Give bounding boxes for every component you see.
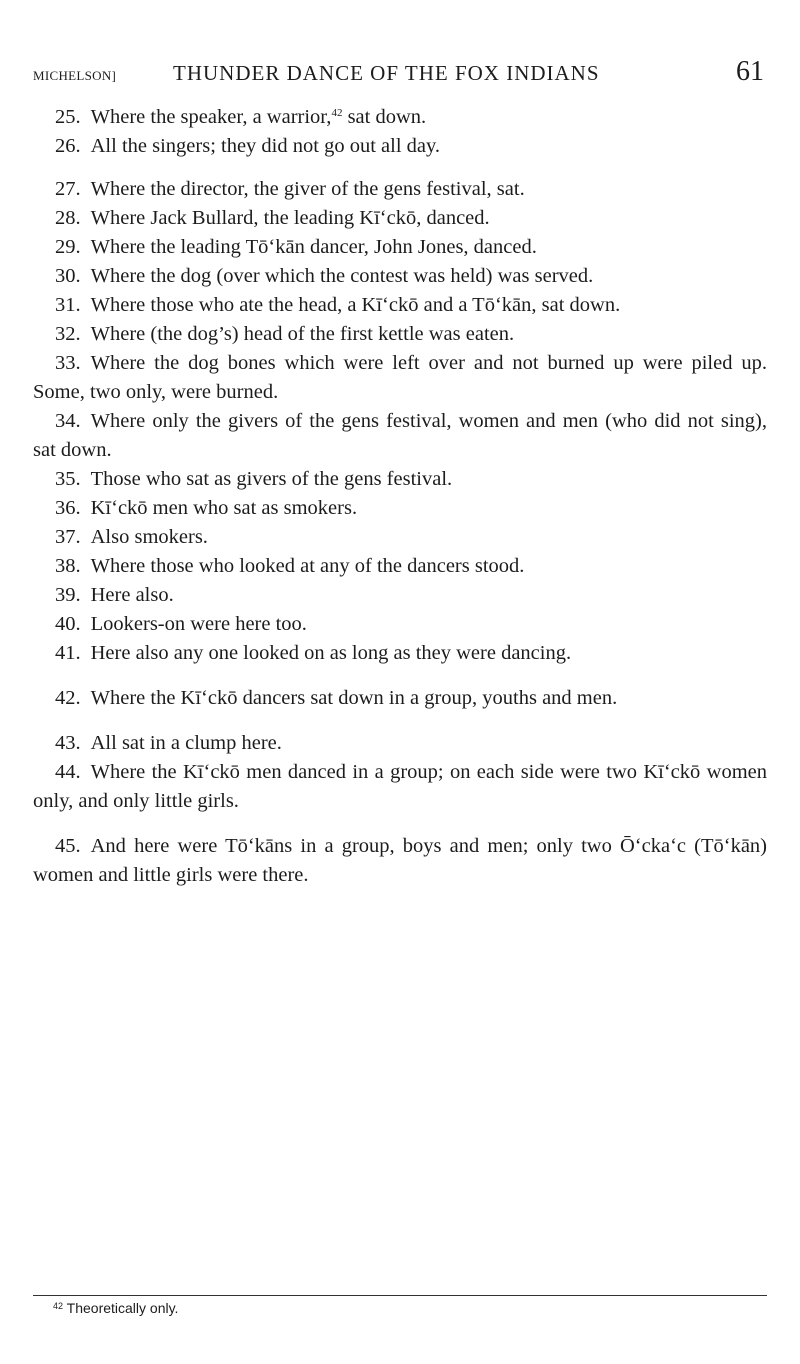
list-item: 45. And here were Tōʻkāns in a group, boys and men; only two Ōʻckaʻc (Tōʻkān) women and little girls were there. — [33, 835, 767, 886]
list-item: 32. Where (the dog’s) head of the first kettle was eaten. — [55, 323, 515, 345]
page-number: 61 — [736, 56, 764, 87]
list-item: 44. Where the Kīʻckō men danced in a group; on each side were two Kīʻckō women only, and only little girls. — [33, 761, 767, 812]
footnote-divider — [33, 1295, 767, 1296]
list-item: 27. Where the director, the giver of the gens festival, sat. — [55, 178, 525, 200]
list-item: 31. Where those who ate the head, a Kīʻckō and a Tōʻkān, sat down. — [55, 294, 621, 316]
footnote — [53, 1300, 178, 1316]
list-item: 29. Where the leading Tōʻkān dancer, John Jones, danced. — [55, 236, 537, 258]
list-item: 40. Lookers-on were here too. — [55, 613, 307, 635]
running-head — [33, 56, 764, 96]
footnote-text: Theoretically only. — [66, 1300, 179, 1316]
list-item: 35. Those who sat as givers of the gens festival. — [55, 468, 453, 490]
footnote-mark: 42 — [53, 1301, 64, 1311]
body-text — [33, 103, 767, 890]
list-item: 43. All sat in a clump here. — [55, 732, 282, 754]
list-item: 39. Here also. — [55, 584, 174, 606]
footnote-reference: 42 — [331, 107, 343, 119]
list-item: 30. Where the dog (over which the contest was held) was served. — [55, 265, 594, 287]
list-item: 28. Where Jack Bullard, the leading Kīʻckō, danced. — [55, 207, 490, 229]
list-item: 25. Where the speaker, a warrior,$^{42}$ sat down. — [55, 106, 427, 128]
list-item: 33. Where the dog bones which were left over and not burned up were piled up. Some, two only, were burned. — [33, 352, 767, 403]
list-item: 36. Kīʻckō men who sat as smokers. — [55, 497, 358, 519]
list-item: 41. Here also any one looked on as long as they were dancing. — [55, 642, 572, 664]
author-name: MICHELSON] — [33, 68, 117, 83]
list-item: 37. Also smokers. — [55, 526, 208, 548]
list-item: 42. Where the Kīʻckō dancers sat down in a group, youths and men. — [55, 687, 618, 709]
list-item: 38. Where those who looked at any of the dancers stood. — [55, 555, 525, 577]
list-item: 26. All the singers; they did not go out all day. — [55, 135, 441, 157]
list-item: 34. Where only the givers of the gens festival, women and men (who did not sing), sat down. — [33, 410, 767, 461]
page-title: THUNDER DANCE OF THE FOX INDIANS — [173, 61, 600, 85]
